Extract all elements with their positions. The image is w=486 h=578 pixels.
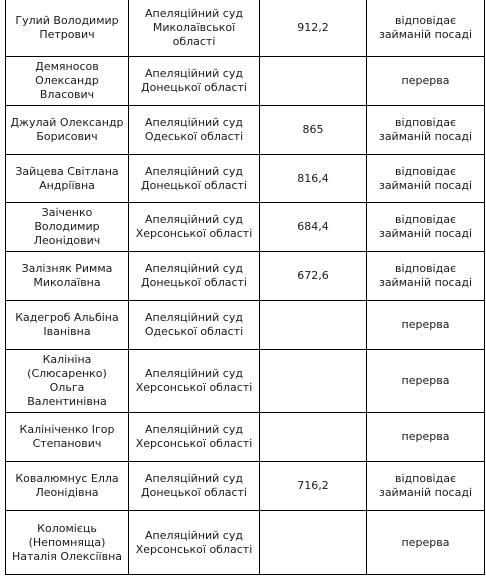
judge-name-cell: Кадегроб Альбіна Іванівна — [6, 301, 129, 350]
score-cell: 912,2 — [260, 0, 367, 57]
court-cell: Апеляційний суд Одеської області — [129, 301, 260, 350]
score-cell: 816,4 — [260, 155, 367, 203]
result-cell: відповідає займаній посаді — [367, 155, 485, 203]
table-row — [6, 462, 485, 511]
table-row — [6, 57, 485, 106]
judges-evaluation-table — [5, 0, 485, 575]
score-cell — [260, 511, 367, 575]
table-row — [6, 203, 485, 252]
score-cell: 716,2 — [260, 462, 367, 511]
table-row — [6, 0, 485, 57]
result-cell: відповідає займаній посаді — [367, 252, 485, 301]
court-cell: Апеляційний суд Одеської області — [129, 106, 260, 155]
result-cell: перерва — [367, 350, 485, 413]
judge-name-cell: Залізняк Римма Миколаївна — [6, 252, 129, 301]
score-cell: 865 — [260, 106, 367, 155]
court-cell: Апеляційний суд Херсонської області — [129, 203, 260, 252]
table-row — [6, 252, 485, 301]
result-cell: перерва — [367, 413, 485, 462]
result-cell: відповідає займаній посаді — [367, 203, 485, 252]
court-cell: Апеляційний суд Донецької області — [129, 462, 260, 511]
table-row — [6, 301, 485, 350]
judge-name-cell: Коломієць (Непомняща) Наталія Олексіївна — [6, 511, 129, 575]
table-row — [6, 155, 485, 203]
table-row — [6, 511, 485, 575]
judge-name-cell: Заіченко Володимир Леонідович — [6, 203, 129, 252]
judge-name-cell: Джулай Олександр Борисович — [6, 106, 129, 155]
table-row — [6, 350, 485, 413]
result-cell: відповідає займаній посаді — [367, 0, 485, 57]
result-cell: відповідає займаній посаді — [367, 106, 485, 155]
court-cell: Апеляційний суд Миколаївської області — [129, 0, 260, 57]
result-cell: перерва — [367, 57, 485, 106]
judge-name-cell: Гулий Володимир Петрович — [6, 0, 129, 57]
court-cell: Апеляційний суд Херсонської області — [129, 350, 260, 413]
judge-name-cell: Калініна (Слюсаренко) Ольга Валентинівна — [6, 350, 129, 413]
score-cell — [260, 57, 367, 106]
result-cell: перерва — [367, 511, 485, 575]
judge-name-cell: Ковалюмнус Елла Леонідівна — [6, 462, 129, 511]
court-cell: Апеляційний суд Донецької області — [129, 252, 260, 301]
table-row — [6, 106, 485, 155]
score-cell: 672,6 — [260, 252, 367, 301]
court-cell: Апеляційний суд Донецької області — [129, 57, 260, 106]
court-cell: Апеляційний суд Донецької області — [129, 155, 260, 203]
table-row — [6, 413, 485, 462]
court-cell: Апеляційний суд Херсонської області — [129, 413, 260, 462]
score-cell — [260, 413, 367, 462]
result-cell: перерва — [367, 301, 485, 350]
judge-name-cell: Калініченко Ігор Степанович — [6, 413, 129, 462]
judge-name-cell: Зайцева Світлана Андріївна — [6, 155, 129, 203]
judge-name-cell: Демяносов Олександр Власович — [6, 57, 129, 106]
court-cell: Апеляційний суд Херсонської області — [129, 511, 260, 575]
result-cell: відповідає займаній посаді — [367, 462, 485, 511]
score-cell: 684,4 — [260, 203, 367, 252]
score-cell — [260, 350, 367, 413]
score-cell — [260, 301, 367, 350]
